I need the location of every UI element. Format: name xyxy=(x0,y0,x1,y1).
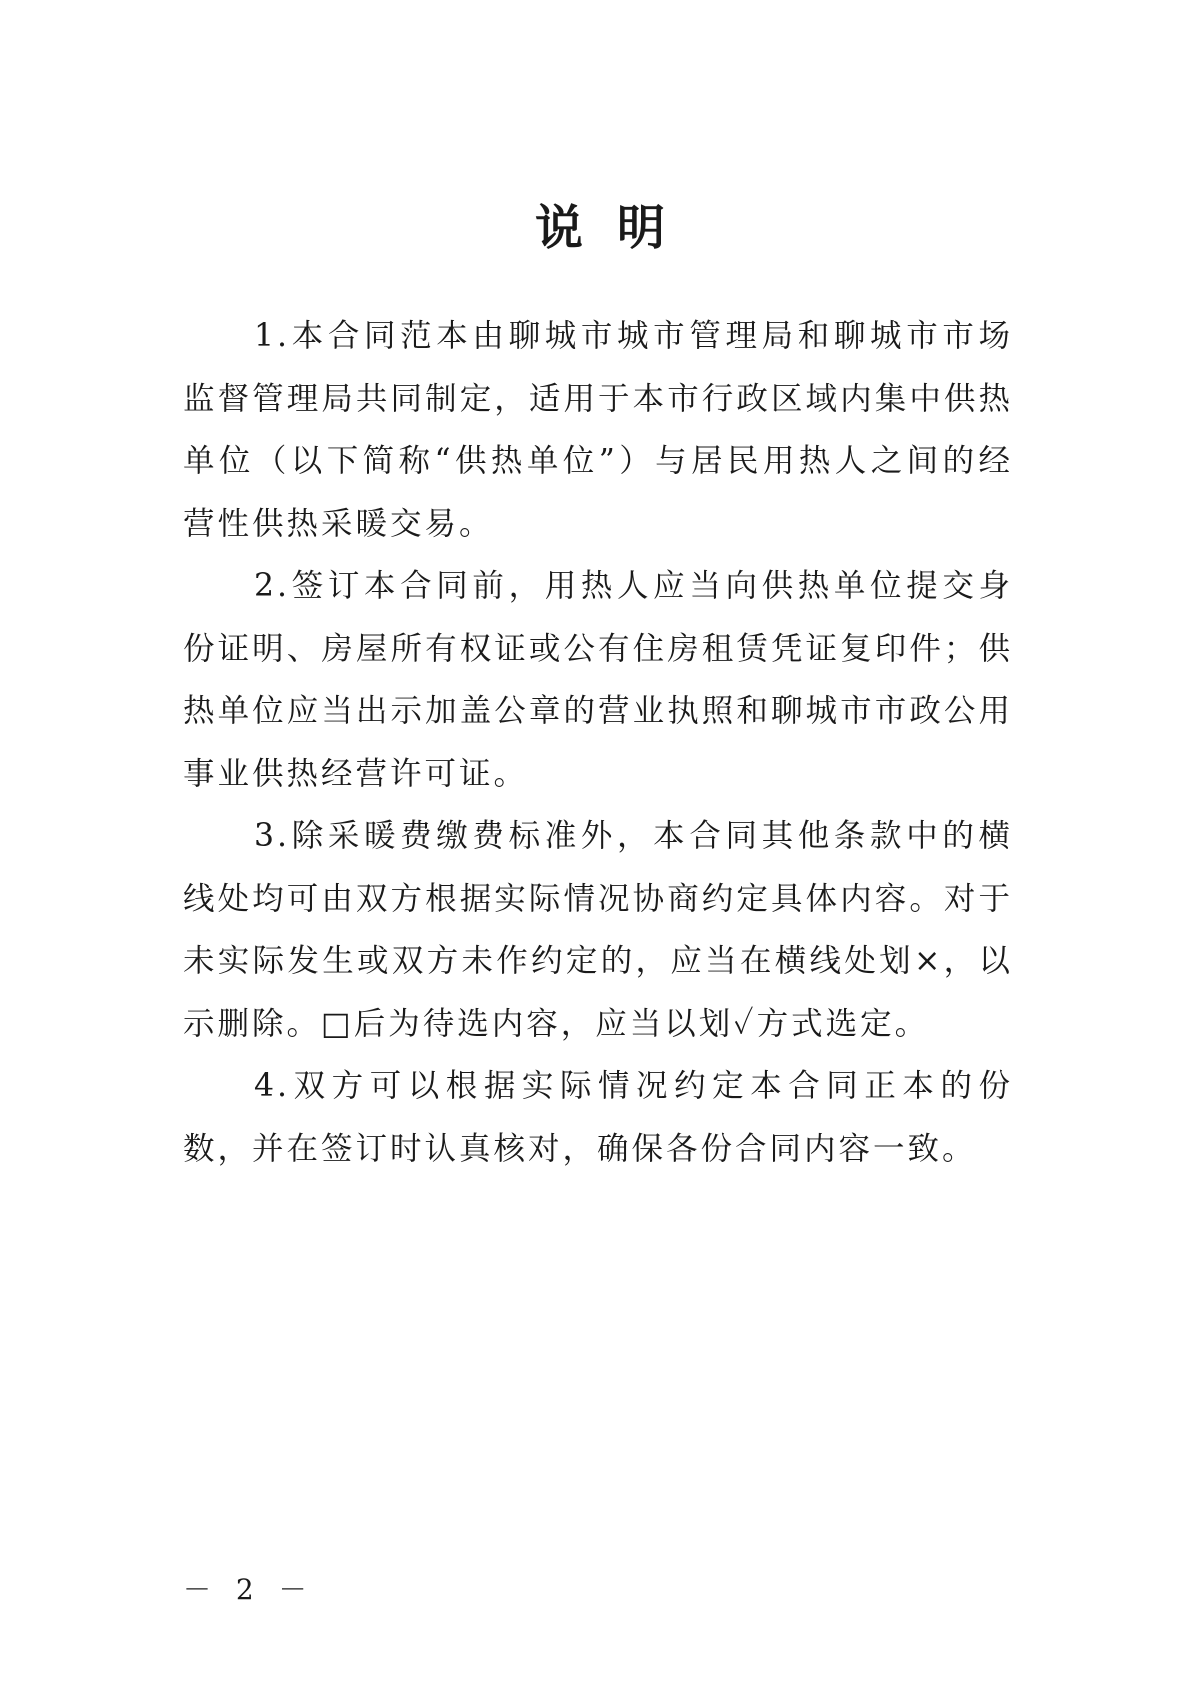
page-number: － 2 － xyxy=(183,1573,315,1606)
paragraph-3: 3.除采暖费缴费标准外，本合同其他条款中的横线处均可由双方根据实际情况协商约定具体内容。对于未实际发生或双方未作约定的，应当在横线处划×，以示删除。□后为待选内容，应当以划✓方式选定。 xyxy=(183,818,1013,1042)
paragraph-4: 4.双方可以根据实际情况约定本合同正本的份数，并在签订时认真核对，确保各份合同内容一致。 xyxy=(183,1068,1013,1167)
paragraph-1: 1.本合同范本由聊城市城市管理局和聊城市市场监督管理局共同制定，适用于本市行政区域内集中供热单位（以下简称“供热单位”）与居民用热人之间的经营性供热采暖交易。 xyxy=(183,318,1013,542)
document-body xyxy=(183,305,1013,1180)
document-title: 说明 xyxy=(534,200,699,256)
paragraph-2: 2.签订本合同前，用热人应当向供热单位提交身份证明、房屋所有权证或公有住房租赁凭证复印件；供热单位应当出示加盖公章的营业执照和聊城市市政公用事业供热经营许可证。 xyxy=(183,568,1013,792)
